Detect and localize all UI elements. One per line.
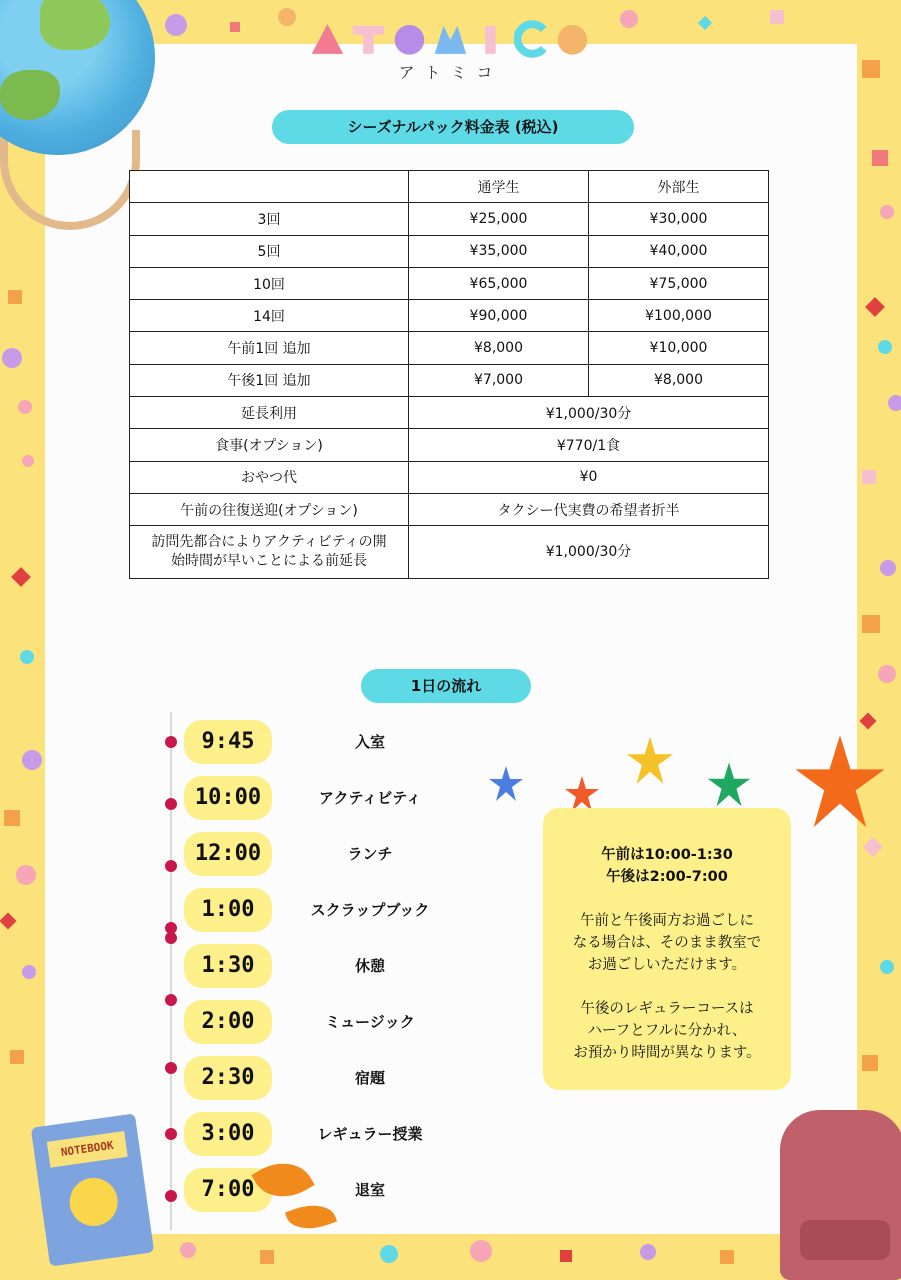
external-price: ¥10,000: [589, 332, 769, 364]
logo-letter-m: [433, 20, 468, 58]
table-row: [130, 300, 769, 332]
note-line: お過ごしいただけます。: [587, 957, 747, 973]
schedule-item: [0, 720, 901, 764]
row-label-line: 訪問先都合によりアクティビティの開: [151, 534, 387, 551]
row-label: 5回: [130, 235, 409, 267]
student-price: ¥25,000: [409, 203, 589, 235]
schedule-time: 10:00: [184, 776, 272, 820]
logo-letter-o2: [555, 20, 590, 58]
merged-price: ¥0: [409, 461, 769, 493]
pricing-title: シーズナルパック料金表 (税込): [272, 110, 634, 144]
row-label: 延長利用: [130, 397, 409, 429]
timeline-dot-icon: [165, 798, 177, 810]
schedule-label: 宿題: [354, 1069, 385, 1087]
row-label: 午後1回 追加: [130, 364, 409, 396]
external-price: ¥100,000: [589, 300, 769, 332]
schedule-label: ランチ: [347, 845, 393, 863]
logo-letter-t: [351, 20, 386, 58]
table-row: [130, 364, 769, 396]
timeline-dot-icon: [165, 994, 177, 1006]
star-icon: [488, 764, 524, 804]
schedule-label: 退室: [354, 1181, 385, 1199]
table-row: [130, 267, 769, 299]
merged-price: ¥1,000/30分: [409, 397, 769, 429]
table-header-cell: 外部生: [589, 171, 769, 203]
logo-letter-c: [514, 20, 549, 58]
table-header-cell: [130, 171, 409, 203]
external-price: ¥75,000: [589, 267, 769, 299]
backpack-icon: [780, 1110, 901, 1280]
external-price: ¥30,000: [589, 203, 769, 235]
schedule-title: 1日の流れ: [361, 669, 531, 703]
logo-letter-o: [392, 20, 427, 58]
schedule-label: 休憩: [354, 957, 385, 975]
note-line: ハーフとフルに分かれ、: [587, 1023, 747, 1039]
timeline-dot-icon: [165, 1128, 177, 1140]
table-row: [130, 526, 769, 579]
row-label: 14回: [130, 300, 409, 332]
timeline-dot-icon: [165, 1190, 177, 1202]
note-line: 午後のレギュラーコースは: [580, 1001, 754, 1017]
table-header-cell: 通学生: [409, 171, 589, 203]
note-line: なる場合は、そのまま教室で: [572, 935, 762, 951]
note-line: 午後は2:00-7:00: [606, 869, 728, 885]
session-note: [543, 808, 791, 1090]
table-row: [130, 429, 769, 461]
schedule-time: 7:00: [184, 1168, 272, 1212]
schedule-label: ミュージック: [325, 1013, 415, 1031]
schedule-label: アクティビティ: [318, 789, 422, 807]
student-price: ¥65,000: [409, 267, 589, 299]
table-row: [130, 493, 769, 525]
brand-subtitle: アトミコ: [398, 63, 503, 82]
schedule-time: 2:30: [184, 1056, 272, 1100]
table-row: [130, 203, 769, 235]
merged-price: ¥1,000/30分: [409, 526, 769, 579]
note-line: お預かり時間が異なります。: [573, 1045, 761, 1061]
row-label: 10回: [130, 267, 409, 299]
schedule-label: 入室: [354, 733, 385, 751]
table-row: [130, 235, 769, 267]
timeline-dot-icon: [165, 860, 177, 872]
star-icon: [790, 730, 890, 835]
row-label-line: 始時間が早いことによる前延長: [171, 553, 367, 570]
row-label: 3回: [130, 203, 409, 235]
pricing-table: [129, 170, 769, 579]
row-label: 午前の往復送迎(オプション): [130, 493, 409, 525]
row-label: 午前1回 追加: [130, 332, 409, 364]
star-icon: [622, 734, 678, 788]
student-price: ¥90,000: [409, 300, 589, 332]
table-header-row: [130, 171, 769, 203]
schedule-time: 1:00: [184, 888, 272, 932]
notebook-label: NOTEBOOK: [47, 1131, 128, 1168]
schedule-time: 9:45: [184, 720, 272, 764]
row-label: おやつ代: [130, 461, 409, 493]
timeline-dot-icon: [165, 1062, 177, 1074]
merged-price: ¥770/1食: [409, 429, 769, 461]
brand-logo: [310, 14, 590, 64]
logo-letter-i: [473, 20, 508, 58]
timeline-dot-icon: [165, 932, 177, 944]
external-price: ¥40,000: [589, 235, 769, 267]
student-price: ¥35,000: [409, 235, 589, 267]
star-icon: [704, 760, 754, 810]
sun-icon: [67, 1175, 121, 1229]
schedule-label: レギュラー授業: [317, 1125, 423, 1143]
student-price: ¥7,000: [409, 364, 589, 396]
note-line: 午前は10:00-1:30: [601, 847, 733, 863]
table-row: [130, 332, 769, 364]
schedule-time: 2:00: [184, 1000, 272, 1044]
schedule-time: 3:00: [184, 1112, 272, 1156]
merged-price: タクシー代実費の希望者折半: [409, 493, 769, 525]
schedule-time: 12:00: [184, 832, 272, 876]
timeline-dot-icon: [165, 736, 177, 748]
row-label: [130, 526, 409, 579]
note-line: 午前と午後両方お過ごしに: [580, 913, 754, 929]
table-row: [130, 461, 769, 493]
schedule-label: スクラップブック: [310, 901, 430, 919]
table-row: [130, 397, 769, 429]
logo-letter-a: [310, 20, 345, 58]
external-price: ¥8,000: [589, 364, 769, 396]
student-price: ¥8,000: [409, 332, 589, 364]
row-label: 食事(オプション): [130, 429, 409, 461]
notebook-icon: [31, 1113, 154, 1266]
schedule-time: 1:30: [184, 944, 272, 988]
